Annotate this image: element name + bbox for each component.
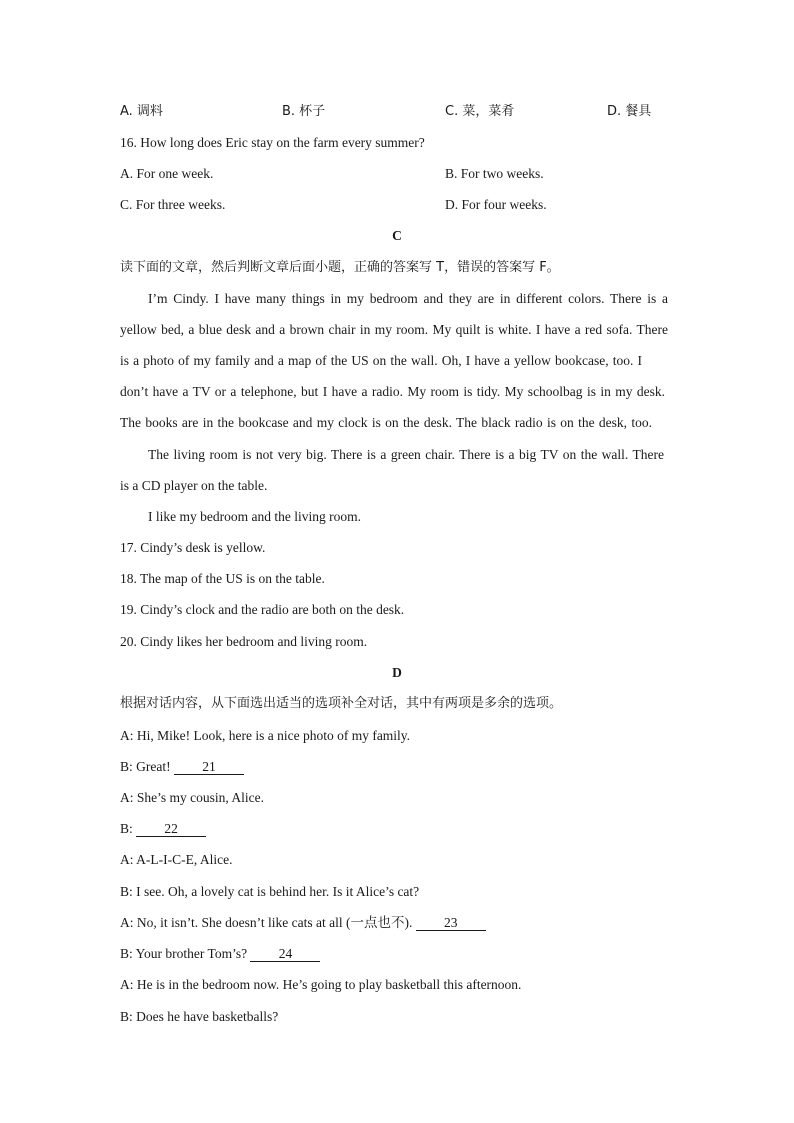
q16-option-b: B. For two weeks. (445, 166, 544, 181)
section-c-instruction: 读下面的文章，然后判断文章后面小题，正确的答案写 T，错误的答案写 F。 (120, 260, 560, 275)
q19-statement: 19. Cindy’s clock and the radio are both on the desk. (120, 602, 405, 617)
q18-statement: 18. The map of the US is on the table. (120, 571, 325, 586)
blank-22[interactable]: 22 (136, 821, 206, 837)
dialogue-line: A: Hi, Mike! Look, here is a nice photo of my family. (120, 728, 411, 743)
q17-statement: 17. Cindy’s desk is yellow. (120, 540, 266, 555)
dialogue-line (120, 945, 680, 963)
dialogue-text: B: (120, 821, 137, 836)
q20-statement: 20. Cindy likes her bedroom and living room. (120, 634, 368, 649)
passage-line: I’m Cindy. I have many things in my bedroom and they are in different colors. There is a (148, 291, 668, 306)
q15-option-a: A. 调料 (120, 104, 163, 119)
passage-line: The books are in the bookcase and my clock is on the desk. The black radio is on the desk, too. (120, 415, 652, 430)
dialogue-text: B: Great! (120, 759, 174, 774)
dialogue-line: A: A-L-I-C-E, Alice. (120, 852, 233, 867)
passage-line: The living room is not very big. There is a green chair. There is a big TV on the wall. There (148, 447, 664, 462)
dialogue-text: B: Your brother Tom’s? (120, 946, 251, 961)
dialogue-line (120, 758, 680, 776)
dialogue-line: A: He is in the bedroom now. He’s going to play basketball this afternoon. (120, 977, 522, 992)
blank-24[interactable]: 24 (250, 946, 320, 962)
dialogue-line (120, 914, 680, 932)
blank-23[interactable]: 23 (416, 915, 486, 931)
q16-option-a: A. For one week. (120, 166, 214, 181)
q15-option-d: D. 餐具 (607, 104, 652, 119)
dialogue-line: B: Does he have basketballs? (120, 1009, 279, 1024)
section-d-heading: D (392, 665, 402, 680)
q15-option-b: B. 杯子 (282, 104, 326, 119)
dialogue-text: A: No, it isn’t. She doesn’t like cats at all (一点也不). (120, 915, 416, 930)
section-c-heading: C (392, 228, 402, 243)
dialogue-line: A: She’s my cousin, Alice. (120, 790, 264, 805)
blank-21[interactable]: 21 (174, 759, 244, 775)
passage-line: don’t have a TV or a telephone, but I have a radio. My room is tidy. My schoolbag is in my desk. (120, 384, 665, 399)
passage-line: I like my bedroom and the living room. (148, 509, 361, 524)
dialogue-line: B: I see. Oh, a lovely cat is behind her. Is it Alice’s cat? (120, 884, 420, 899)
q16-option-d: D. For four weeks. (445, 197, 547, 212)
passage-line: is a CD player on the table. (120, 478, 268, 493)
q16-question: 16. How long does Eric stay on the farm every summer? (120, 135, 425, 150)
q15-option-c: C. 菜，菜肴 (445, 104, 515, 119)
section-d-instruction: 根据对话内容，从下面选出适当的选项补全对话，其中有两项是多余的选项。 (120, 696, 563, 711)
dialogue-line (120, 820, 680, 838)
q16-option-c: C. For three weeks. (120, 197, 226, 212)
passage-line: is a photo of my family and a map of the US on the wall. Oh, I have a yellow bookcase, too. I (120, 353, 642, 368)
passage-line: yellow bed, a blue desk and a brown chair in my room. My quilt is white. I have a red sofa. There (120, 322, 668, 337)
